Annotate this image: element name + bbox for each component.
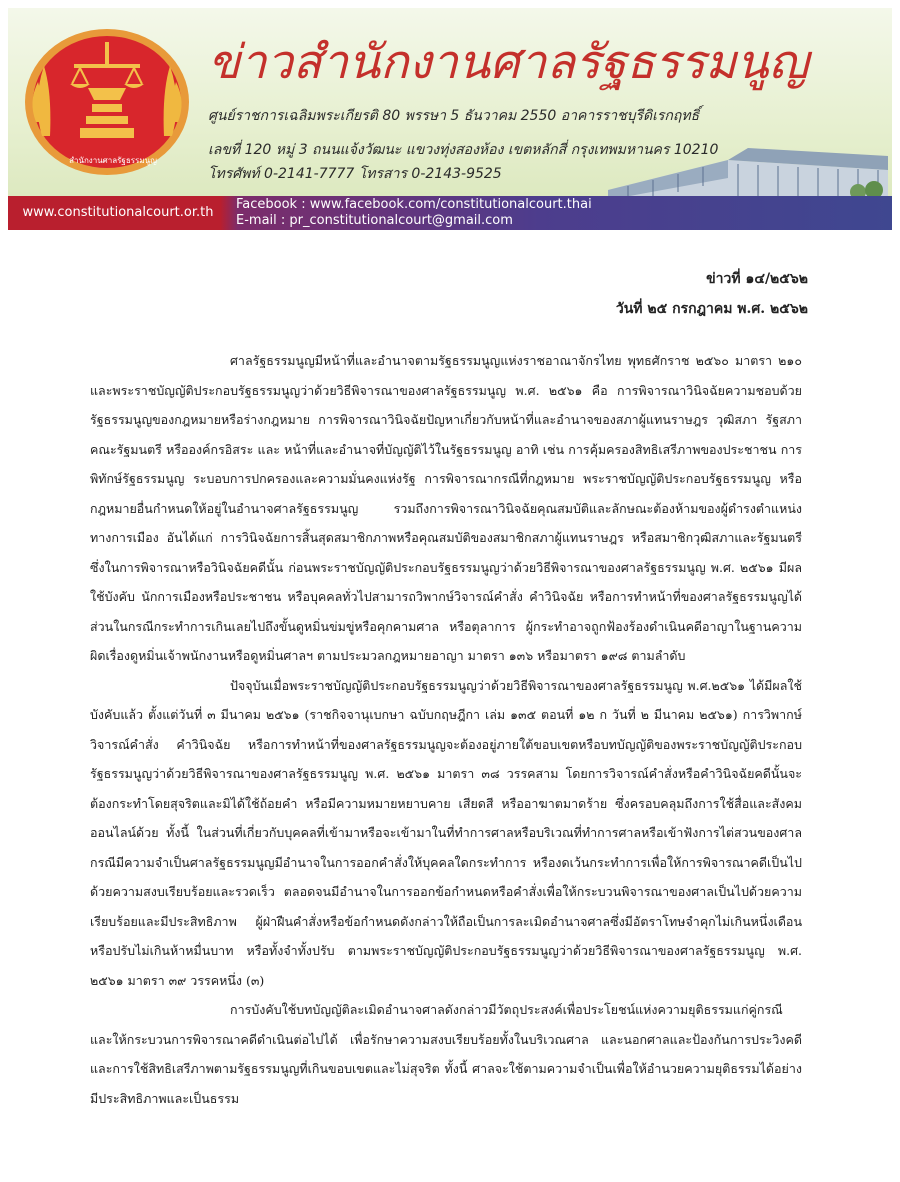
news-header-banner — [8, 8, 892, 230]
address-line-1: ศูนย์ราชการเฉลิมพระเกียรติ 80 พรรษา 5 ธันวาคม 2550 อาคารราชบุรีดิเรกฤทธิ์ — [208, 108, 700, 124]
website-link[interactable]: www.constitutionalcourt.or.th — [22, 205, 214, 220]
paragraph: ศาลรัฐธรรมนูญมีหน้าที่และอำนาจตามรัฐธรรมนูญแห่งราชอาณาจักรไทย พุทธศักราช ๒๕๖๐ มาตรา ๒๑๐ และพระราชบัญญัติประกอบรัฐธรรมนูญว่าด้วยวิธีพิจารณาของศาลรัฐธรรมนูญ พ.ศ. ๒๕๖๑ คือ การพิจารณาวินิจฉัยความชอบด้วยรัฐธรรมนูญของกฎหมายหรือร่างกฎหมาย การพิจารณาวินิจฉัยปัญหาเกี่ยวกับหน้าที่และอำนาจของสภาผู้แทนราษฎร วุฒิสภา รัฐสภา คณะรัฐมนตรี หรือองค์กรอิสระ และ หน้าที่และอำนาจที่บัญญัติไว้ในรัฐธรรมนูญ อาทิ เช่น การคุ้มครองสิทธิเสรีภาพของประชาชน การพิทักษ์รัฐธรรมนูญ ระบอบการปกครองและความมั่นคงแห่งรัฐ การพิจารณากรณีที่กฎหมาย พระราชบัญญัติประกอบรัฐธรรมนูญ หรือกฎหมายอื่นกำหนดให้อยู่ในอำนาจศาลรัฐธรรมนูญ รวมถึงการพิจารณาวินิจฉัยคุณสมบัติและลักษณะต้องห้ามของผู้ดำรงตำแหน่งทางการเมือง อันได้แก่ การวินิจฉัยการสิ้นสุดสมาชิกภาพหรือคุณสมบัติของสมาชิกสภาผู้แทนราษฎร หรือสมาชิกวุฒิสภาและรัฐมนตรี ซึ่งในการพิจารณาหรือวินิจฉัยคดีนั้น ก่อนพระราชบัญญัติประกอบรัฐธรรมนูญว่าด้วยวิธีพิจารณาของศาลรัฐธรรมนูญ พ.ศ. ๒๕๖๑ มีผลใช้บังคับ นักการเมืองหรือประชาชน หรือบุคคลทั่วไปสามารถวิพากษ์วิจารณ์คำสั่ง คำวินิจฉัย หรือการทำหน้าที่ของศาลรัฐธรรมนูญได้ ส่วนในกรณีกระทำการเกินเลยไปถึงขั้นดูหมิ่นข่มขู่หรือคุกคามศาล หรือตุลาการ ผู้กระทำอาจถูกฟ้องร้องดำเนินคดีอาญาในฐานความผิดเรื่องดูหมิ่นเจ้าพนักงานหรือดูหมิ่นศาลฯ ตามประมวลกฎหมายอาญา มาตรา ๑๓๖ หรือมาตรา ๑๙๘ ตามลำดับ — [90, 353, 802, 663]
article-body — [90, 346, 802, 1113]
news-title: ข่าวสำนักงานศาลรัฐธรรมนูญ — [208, 35, 809, 90]
email-link[interactable]: E-mail : pr_constitutionalcourt@gmail.com — [236, 213, 513, 228]
facebook-link[interactable]: Facebook : www.facebook.com/constitutionalcourt.thai — [236, 197, 592, 212]
news-number: ข่าวที่ ๑๔/๒๕๖๒ — [706, 271, 808, 287]
contact-bar — [8, 196, 892, 230]
phone-fax-line: โทรศัพท์ 0-2141-7777 โทรสาร 0-2143-9525 — [208, 166, 502, 182]
seal-caption: สำนักงานศาลรัฐธรรมนูญ — [69, 156, 157, 165]
paragraph: การบังคับใช้บทบัญญัติละเมิดอำนาจศาลดังกล่าวมีวัตถุประสงค์เพื่อประโยชน์แห่งความยุติธรรมแก่คู่กรณีและให้กระบวนการพิจารณาคดีดำเนินต่อไปได้ เพื่อรักษาความสงบเรียบร้อยทั้งในบริเวณศาล และนอกศาลและป้องกันการประวิงคดีและการใช้สิทธิเสรีภาพตามรัฐธรรมนูญที่เกินขอบเขตและไม่สุจริต ทั้งนี้ ศาลจะใช้ตามความจำเป็นเพื่อให้อำนวยความยุติธรรมได้อย่างมีประสิทธิภาพและเป็นธรรม — [90, 1002, 802, 1106]
court-building-illustration — [608, 130, 890, 202]
news-date: วันที่ ๒๕ กรกฎาคม พ.ศ. ๒๕๖๒ — [615, 301, 808, 317]
address-line-2: เลขที่ 120 หมู่ 3 ถนนแจ้งวัฒนะ แขวงทุ่งสองห้อง เขตหลักสี่ กรุงเทพมหานคร 10210 — [208, 142, 719, 158]
paragraph: ปัจจุบันเมื่อพระราชบัญญัติประกอบรัฐธรรมนูญว่าด้วยวิธีพิจารณาของศาลรัฐธรรมนูญ พ.ศ.๒๕๖๑ ได้มีผลใช้บังคับแล้ว ตั้งแต่วันที่ ๓ มีนาคม ๒๕๖๑ (ราชกิจจานุเบกษา ฉบับกฤษฎีกา เล่ม ๑๓๕ ตอนที่ ๑๒ ก วันที่ ๒ มีนาคม ๒๕๖๑) การวิพากษ์วิจารณ์คำสั่ง คำวินิจฉัย หรือการทำหน้าที่ของศาลรัฐธรรมนูญจะต้องอยู่ภายใต้ขอบเขตหรือบทบัญญัติของพระราชบัญญัติประกอบรัฐธรรมนูญว่าด้วยวิธีพิจารณาของศาลรัฐธรรมนูญ พ.ศ. ๒๕๖๑ มาตรา ๓๘ วรรคสาม โดยการวิจารณ์คำสั่งหรือคำวินิจฉัยคดีนั้นจะต้องกระทำโดยสุจริตและมิได้ใช้ถ้อยคำ หรือมีความหมายหยาบคาย เสียดสี หรืออาฆาตมาดร้าย ซึ่งครอบคลุมถึงการใช้สื่อและสังคมออนไลน์ด้วย ทั้งนี้ ในส่วนที่เกี่ยวกับบุคคลที่เข้ามาหรือจะเข้ามาในที่ทำการศาลหรือบริเวณที่ทำการศาลหรือเข้าฟังการไต่สวนของศาล กรณีมีความจำเป็นศาลรัฐธรรมนูญมีอำนาจในการออกคำสั่งให้บุคคลใดกระทำการ หรืองดเว้นกระทำการเพื่อให้การพิจารณาคดีเป็นไปด้วยความสงบเรียบร้อยและรวดเร็ว ตลอดจนมีอำนาจในการออกข้อกำหนดหรือคำสั่งเพื่อให้กระบวนพิจารณาของศาลเป็นไปด้วยความเรียบร้อยและมีประสิทธิภาพ ผู้ฝ่าฝืนคำสั่งหรือข้อกำหนดดังกล่าวให้ถือเป็นการละเมิดอำนาจศาลซึ่งมีอัตราโทษจำคุกไม่เกินหนึ่งเดือนหรือปรับไม่เกินห้าหมื่นบาท หรือทั้งจำทั้งปรับ ตามพระราชบัญญัติประกอบรัฐธรรมนูญว่าด้วยวิธีพิจารณาของศาลรัฐธรรมนูญ พ.ศ. ๒๕๖๑ มาตรา ๓๙ วรรคหนึ่ง (๓) — [90, 677, 802, 988]
